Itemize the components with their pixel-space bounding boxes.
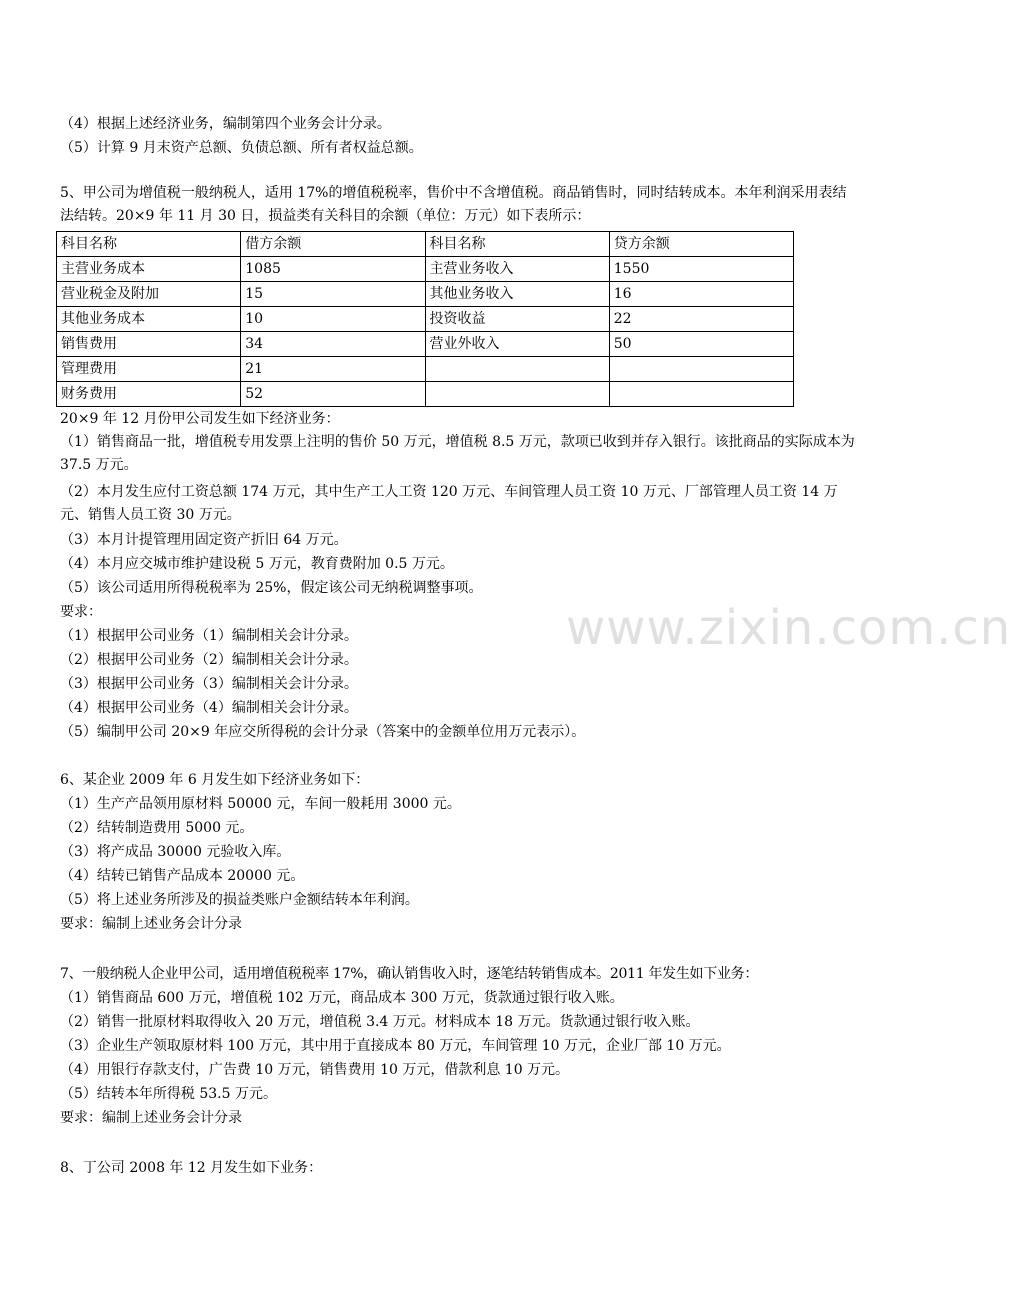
header-subject-credit: 科目名称 [425,232,609,257]
table-cell: 34 [241,332,425,357]
table-cell [609,357,793,382]
q6-intro: 6、某企业 2009 年 6 月发生如下经济业务如下： [60,772,370,788]
table-cell: 21 [241,357,425,382]
top-line-2: （5）计算 9 月末资产总额、负债总额、所有者权益总额。 [60,140,423,156]
table-cell: 销售费用 [57,332,241,357]
header-debit-balance: 借方余额 [241,232,425,257]
table-cell: 投资收益 [425,307,609,332]
q7-item-4: （4）用银行存款支付，广告费 10 万元，销售费用 10 万元，借款利息 10 万元。 [60,1062,570,1078]
q5-event-2: （2）本月发生应付工资总额 174 万元，其中生产工人工资 120 万元、车间管理人员工资 10 万元、厂部管理人员工资 14 万元、销售人员工资 30 万元。 [60,484,838,523]
table-row [57,332,794,357]
table-cell: 15 [241,282,425,307]
table-cell: 1085 [241,257,425,282]
table-cell: 营业税金及附加 [57,282,241,307]
table-row [57,257,794,282]
q5-event-3: （3）本月计提管理用固定资产折旧 64 万元。 [60,532,348,548]
q6-requirement: 要求：编制上述业务会计分录 [60,916,242,932]
header-credit-balance: 贷方余额 [609,232,793,257]
q5-requirement-1: （1）根据甲公司业务（1）编制相关会计分录。 [60,628,358,644]
q5-event-1: （1）销售商品一批，增值税专用发票上注明的售价 50 万元，增值税 8.5 万元，款项已收到并存入银行。该批商品的实际成本为 37.5 万元。 [60,434,855,473]
q5-requirements-title: 要求： [60,604,102,620]
table-cell: 16 [609,282,793,307]
table-cell: 22 [609,307,793,332]
q5-requirement-4: （4）根据甲公司业务（4）编制相关会计分录。 [60,700,358,716]
q7-item-2: （2）销售一批原材料取得收入 20 万元，增值税 3.4 万元。材料成本 18 万元。货款通过银行收入账。 [60,1014,700,1030]
q7-item-3: （3）企业生产领取原材料 100 万元，其中用于直接成本 80 万元，车间管理 10 万元，企业厂部 10 万元。 [60,1038,731,1054]
table-cell: 财务费用 [57,382,241,407]
table-row [57,357,794,382]
table-cell: 10 [241,307,425,332]
q6-item-5: （5）将上述业务所涉及的损益类账户金额结转本年利润。 [60,892,419,908]
top-line-1: （4）根据上述经济业务，编制第四个业务会计分录。 [60,116,391,132]
q7-item-1: （1）销售商品 600 万元，增值税 102 万元，商品成本 300 万元，货款通过银行收入账。 [60,990,624,1006]
table-cell: 营业外收入 [425,332,609,357]
table-cell: 管理费用 [57,357,241,382]
table-cell [425,357,609,382]
table-header-row [57,232,794,257]
table-cell [609,382,793,407]
table-cell: 50 [609,332,793,357]
q6-item-4: （4）结转已销售产品成本 20000 元。 [60,868,305,884]
q5-events-title: 20×9 年 12 月份甲公司发生如下经济业务： [60,411,340,427]
table-cell: 主营业务成本 [57,257,241,282]
table-cell: 1550 [609,257,793,282]
q8-intro: 8、丁公司 2008 年 12 月发生如下业务： [60,1160,323,1176]
balance-table [56,231,794,407]
q5-intro: 5、甲公司为增值税一般纳税人，适用 17%的增值税税率，售价中不含增值税。商品销售时，同时结转成本。本年利润采用表结法结转。20×9 年 11 月 30 日，损益类有关科目的余额（单位：万元）如下表所示： [60,185,847,224]
table-cell: 其他业务成本 [57,307,241,332]
q5-event-4: （4）本月应交城市维护建设税 5 万元，教育费附加 0.5 万元。 [60,556,454,572]
watermark: www.zixin.com.cn [566,600,1011,656]
q5-requirement-2: （2）根据甲公司业务（2）编制相关会计分录。 [60,652,358,668]
q6-item-3: （3）将产成品 30000 元验收入库。 [60,844,291,860]
header-subject-debit: 科目名称 [57,232,241,257]
q5-requirement-3: （3）根据甲公司业务（3）编制相关会计分录。 [60,676,358,692]
q7-item-5: （5）结转本年所得税 53.5 万元。 [60,1086,277,1102]
table-cell: 52 [241,382,425,407]
q5-event-5: （5）该公司适用所得税税率为 25%，假定该公司无纳税调整事项。 [60,580,483,596]
q7-requirement: 要求：编制上述业务会计分录 [60,1110,242,1126]
q7-intro: 7、一般纳税人企业甲公司，适用增值税税率 17%，确认销售收入时，逐笔结转销售成本。2011 年发生如下业务： [60,966,759,982]
table-row [57,307,794,332]
table-row [57,282,794,307]
table-row [57,382,794,407]
q6-item-1: （1）生产产品领用原材料 50000 元，车间一般耗用 3000 元。 [60,796,461,812]
table-cell: 主营业务收入 [425,257,609,282]
q5-requirement-5: （5）编制甲公司 20×9 年应交所得税的会计分录（答案中的金额单位用万元表示）。 [60,724,586,740]
q6-item-2: （2）结转制造费用 5000 元。 [60,820,254,836]
table-cell: 其他业务收入 [425,282,609,307]
table-cell [425,382,609,407]
